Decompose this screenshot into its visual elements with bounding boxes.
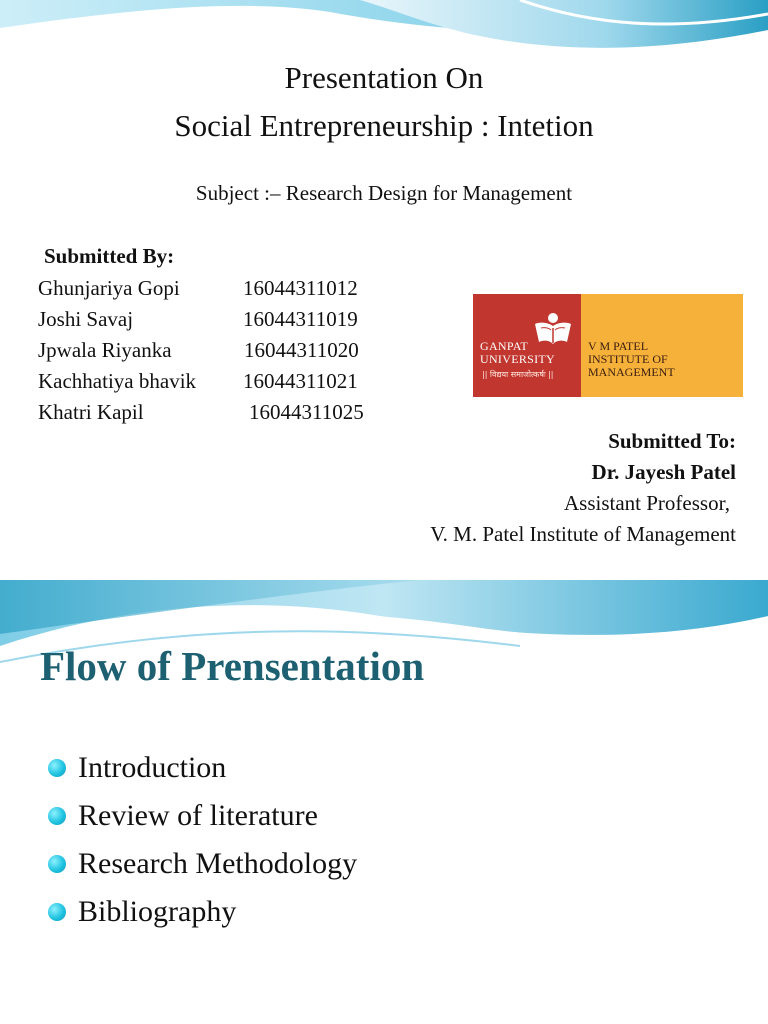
- bullet-icon: [48, 855, 66, 873]
- submitted-by-heading: Submitted By:: [44, 244, 175, 268]
- list-item-label: Bibliography: [78, 895, 237, 928]
- list-item-label: Research Methodology: [78, 847, 358, 880]
- open-book-flame-icon: [533, 310, 573, 346]
- bullet-icon: [48, 759, 66, 777]
- professor-name: Dr. Jayesh Patel: [591, 460, 736, 484]
- student-row: [38, 366, 458, 397]
- institute-logo-panel: [581, 294, 743, 397]
- university-name-line-1: GANPAT: [480, 339, 529, 353]
- institute-name-line-1: V M PATEL: [588, 339, 649, 353]
- list-item-label: Introduction: [78, 751, 227, 784]
- student-row: [38, 335, 458, 366]
- list-item-label: Review of literature: [78, 799, 318, 832]
- student-name: Khatri Kapil: [38, 400, 144, 424]
- agenda-list: [48, 744, 357, 936]
- list-item: [48, 840, 357, 888]
- list-item: [48, 744, 357, 792]
- ganpat-university-logo-panel: [473, 294, 581, 397]
- list-item: [48, 792, 357, 840]
- institute-name-line-3: MANAGEMENT: [588, 365, 675, 379]
- presentation-title-line-2: Social Entrepreneurship : Intetion: [174, 108, 594, 143]
- student-name: Kachhatiya bhavik: [38, 369, 197, 393]
- university-name-line-2: UNIVERSITY: [480, 352, 555, 366]
- student-row: [38, 397, 458, 428]
- professor-title: Assistant Professor,: [564, 491, 730, 515]
- submitted-to-block: [430, 426, 736, 550]
- university-motto: || विद्यया समाजोत्कर्षः ||: [482, 370, 554, 379]
- slide-title: Flow of Prensentation: [40, 643, 425, 689]
- presentation-title-line-1: Presentation On: [284, 60, 484, 95]
- student-id: 16044311021: [243, 369, 358, 393]
- student-list: [38, 273, 458, 428]
- student-id: 16044311020: [244, 338, 359, 362]
- bullet-icon: [48, 807, 66, 825]
- student-id: 16044311012: [243, 276, 358, 300]
- professor-institute: V. M. Patel Institute of Management: [430, 522, 736, 546]
- student-name: Joshi Savaj: [38, 307, 134, 331]
- student-row: [38, 304, 458, 335]
- student-id: 16044311025: [249, 400, 364, 424]
- student-id: 16044311019: [243, 307, 358, 331]
- student-name: Ghunjariya Gopi: [38, 276, 180, 300]
- student-row: [38, 273, 458, 304]
- bullet-icon: [48, 903, 66, 921]
- student-name: Jpwala Riyanka: [38, 338, 172, 362]
- subject-line: Subject :– Research Design for Management: [195, 181, 573, 205]
- institute-name-line-2: INSTITUTE OF: [588, 352, 668, 366]
- submitted-to-heading: Submitted To:: [608, 429, 736, 453]
- university-logo: [473, 294, 743, 397]
- list-item: [48, 888, 357, 936]
